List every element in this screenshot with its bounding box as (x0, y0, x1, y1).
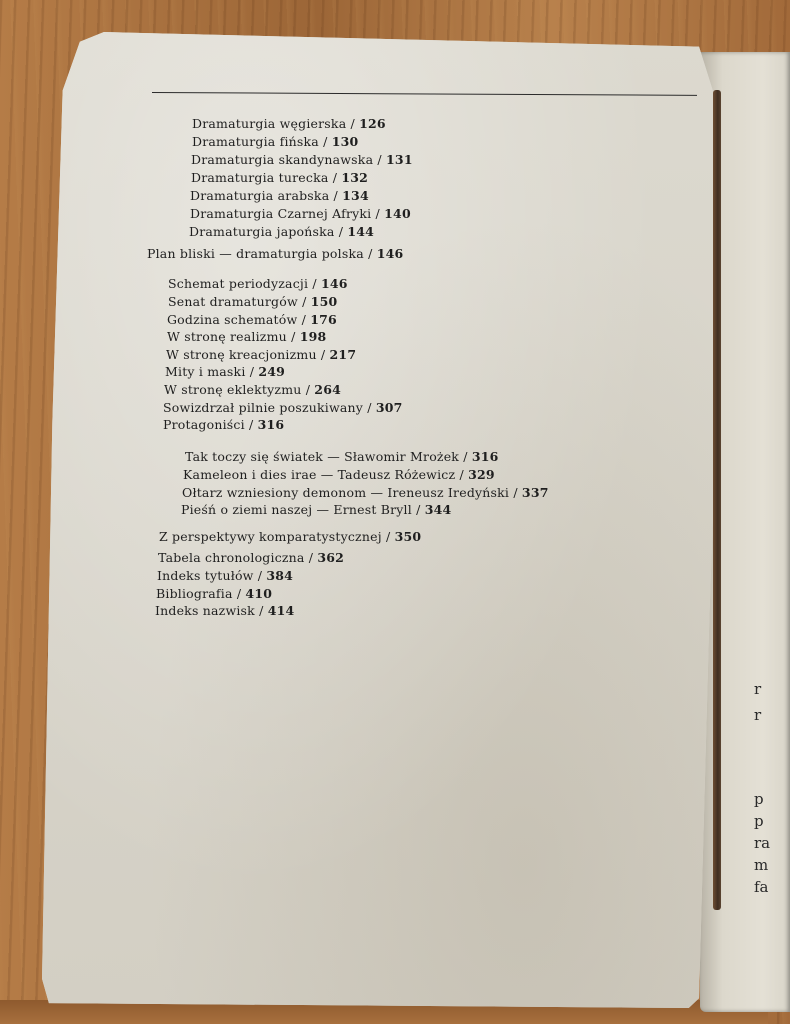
toc-entry: Dramaturgia skandynawska / 131 (191, 152, 413, 167)
facing-page-fragment: p (754, 812, 764, 830)
facing-page-fragment: r (754, 706, 762, 724)
book-spine (713, 90, 721, 910)
toc-entry: Dramaturgia turecka / 132 (191, 170, 369, 185)
toc-entry: Tabela chronologiczna / 362 (158, 550, 345, 565)
toc-entry: Dramaturgia Czarnej Afryki / 140 (190, 206, 411, 221)
toc-entry: Dramaturgia węgierska / 126 (192, 116, 386, 131)
toc-entry: Z perspektywy komparatystycznej / 350 (159, 529, 422, 544)
toc-entry: W stronę eklektyzmu / 264 (164, 382, 341, 397)
facing-page-fragment: fa (754, 878, 769, 896)
toc-entry: W stronę realizmu / 198 (167, 329, 327, 344)
toc-entry: Sowizdrzał pilnie poszukiwany / 307 (163, 400, 403, 415)
toc-entry: Indeks nazwisk / 414 (155, 603, 295, 618)
toc-entry: Senat dramaturgów / 150 (168, 294, 338, 309)
toc-entry: Godzina schematów / 176 (167, 312, 337, 327)
facing-page-fragment: ra (754, 834, 771, 852)
book-page (42, 32, 730, 1008)
toc-subentry: Kameleon i dies irae — Tadeusz Różewicz / 329 (183, 467, 495, 482)
toc-subentry: Tak toczy się światek — Sławomir Mrożek / 316 (185, 449, 499, 464)
toc-entry: Schemat periodyzacji / 146 (168, 276, 348, 291)
toc-entry: W stronę kreacjonizmu / 217 (166, 347, 357, 362)
toc-entry: Indeks tytułów / 384 (157, 568, 294, 583)
toc-entry: Protagoniści / 316 (163, 417, 285, 432)
facing-page-fragment: p (754, 790, 764, 808)
toc-subentry: Ołtarz wzniesiony demonom — Ireneusz Iredyński / 337 (182, 485, 549, 500)
facing-page-fragment: m (754, 856, 769, 874)
toc-entry: Mity i maski / 249 (165, 364, 286, 379)
toc-section-heading: Plan bliski — dramaturgia polska / 146 (147, 246, 404, 261)
toc-entry: Dramaturgia japońska / 144 (189, 224, 375, 239)
facing-page-fragment: r (754, 680, 762, 698)
toc-entry: Dramaturgia arabska / 134 (190, 188, 369, 203)
toc-entry: Dramaturgia fińska / 130 (192, 134, 359, 149)
toc-entry: Bibliografia / 410 (156, 586, 273, 601)
toc-subentry: Pieśń o ziemi naszej — Ernest Bryll / 344 (181, 502, 452, 517)
